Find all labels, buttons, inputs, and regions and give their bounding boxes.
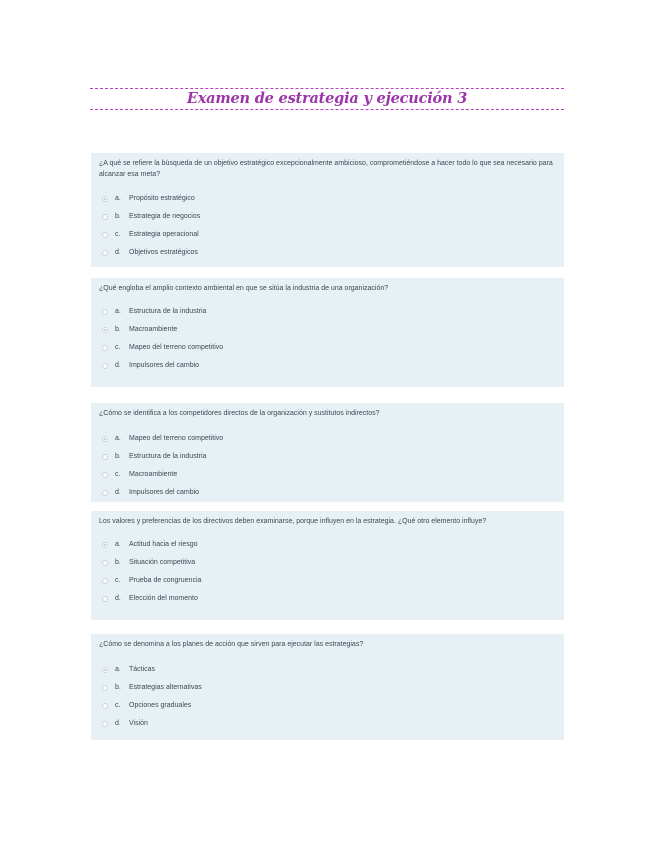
option-label: Tácticas <box>129 666 156 673</box>
option-letter: c. <box>115 702 121 709</box>
radio-icon[interactable] <box>102 490 108 496</box>
option-label: Estrategia de negocios <box>129 213 201 220</box>
radio-icon[interactable] <box>102 578 108 584</box>
option-label: Mapeo del terreno competitivo <box>129 344 224 351</box>
question-text: ¿A qué se refiere la búsqueda de un objetivo estratégico excepcionalmente ambicioso, comprometiéndose a hacer todo lo que sea necesario para alcanzar esa meta? <box>99 160 553 178</box>
option-label: Actitud hacia el riesgo <box>129 541 198 548</box>
option-label: Estructura de la industria <box>129 308 207 315</box>
option-letter: b. <box>115 213 121 220</box>
option-label: Mapeo del terreno competitivo <box>129 435 224 442</box>
page-title: Examen de estrategia y ejecución 3 <box>186 90 468 107</box>
option-letter: b. <box>115 684 121 691</box>
option-label: Estructura de la industria <box>129 453 207 460</box>
option-letter: a. <box>115 195 121 202</box>
option-label: Macroambiente <box>129 326 178 333</box>
option-letter: a. <box>115 308 121 315</box>
option-label: Impulsores del cambio <box>129 489 200 496</box>
option-letter: d. <box>115 595 121 602</box>
question-text: Los valores y preferencias de los directivos deben examinarse, porque influyen en la estrategia. ¿Qué otro elemento influye? <box>99 518 487 525</box>
radio-selected-icon[interactable] <box>102 327 108 333</box>
radio-icon[interactable] <box>102 596 108 602</box>
radio-selected-icon[interactable] <box>102 542 108 548</box>
option-letter: d. <box>115 720 121 727</box>
option-letter: c. <box>115 344 121 351</box>
question-card <box>91 153 564 267</box>
radio-icon[interactable] <box>102 250 108 256</box>
option-letter: d. <box>115 249 121 256</box>
question-card <box>91 511 564 620</box>
option-label: Estrategia operacional <box>129 231 199 238</box>
radio-selected-icon[interactable] <box>102 436 108 442</box>
radio-icon[interactable] <box>102 214 108 220</box>
radio-icon[interactable] <box>102 363 108 369</box>
option-label: Situación competitiva <box>129 559 196 566</box>
option-label: Visión <box>129 720 148 727</box>
radio-icon[interactable] <box>102 309 108 315</box>
option-letter: d. <box>115 489 121 496</box>
question-card <box>91 634 564 740</box>
option-letter: a. <box>115 541 121 548</box>
title-banner <box>90 88 564 110</box>
radio-icon[interactable] <box>102 472 108 478</box>
question-text: ¿Qué engloba el amplio contexto ambiental en que se sitúa la industria de una organización? <box>99 285 389 292</box>
radio-selected-icon[interactable] <box>102 196 108 202</box>
radio-selected-icon[interactable] <box>102 667 108 673</box>
radio-icon[interactable] <box>102 685 108 691</box>
option-label: Opciones graduales <box>129 702 192 709</box>
option-label: Estrategias alternativas <box>129 684 202 691</box>
question-card <box>91 278 564 387</box>
option-letter: c. <box>115 577 121 584</box>
question-text: ¿Cómo se denomina a los planes de acción que sirven para ejecutar las estrategias? <box>99 641 364 648</box>
option-letter: b. <box>115 559 121 566</box>
option-letter: c. <box>115 231 121 238</box>
option-label: Prueba de congruencia <box>129 577 202 584</box>
option-letter: c. <box>115 471 121 478</box>
option-letter: b. <box>115 326 121 333</box>
option-label: Impulsores del cambio <box>129 362 200 369</box>
radio-icon[interactable] <box>102 454 108 460</box>
radio-icon[interactable] <box>102 232 108 238</box>
option-letter: b. <box>115 453 121 460</box>
radio-icon[interactable] <box>102 703 108 709</box>
radio-icon[interactable] <box>102 721 108 727</box>
option-label: Propósito estratégico <box>129 195 195 202</box>
option-letter: a. <box>115 435 121 442</box>
question-text: ¿Cómo se identifica a los competidores directos de la organización y sustitutos indirectos? <box>99 410 380 417</box>
option-label: Macroambiente <box>129 471 178 478</box>
question-card <box>91 403 564 502</box>
option-letter: d. <box>115 362 121 369</box>
option-label: Elección del momento <box>129 595 198 602</box>
option-label: Objetivos estratégicos <box>129 249 198 256</box>
option-letter: a. <box>115 666 121 673</box>
radio-icon[interactable] <box>102 560 108 566</box>
radio-icon[interactable] <box>102 345 108 351</box>
